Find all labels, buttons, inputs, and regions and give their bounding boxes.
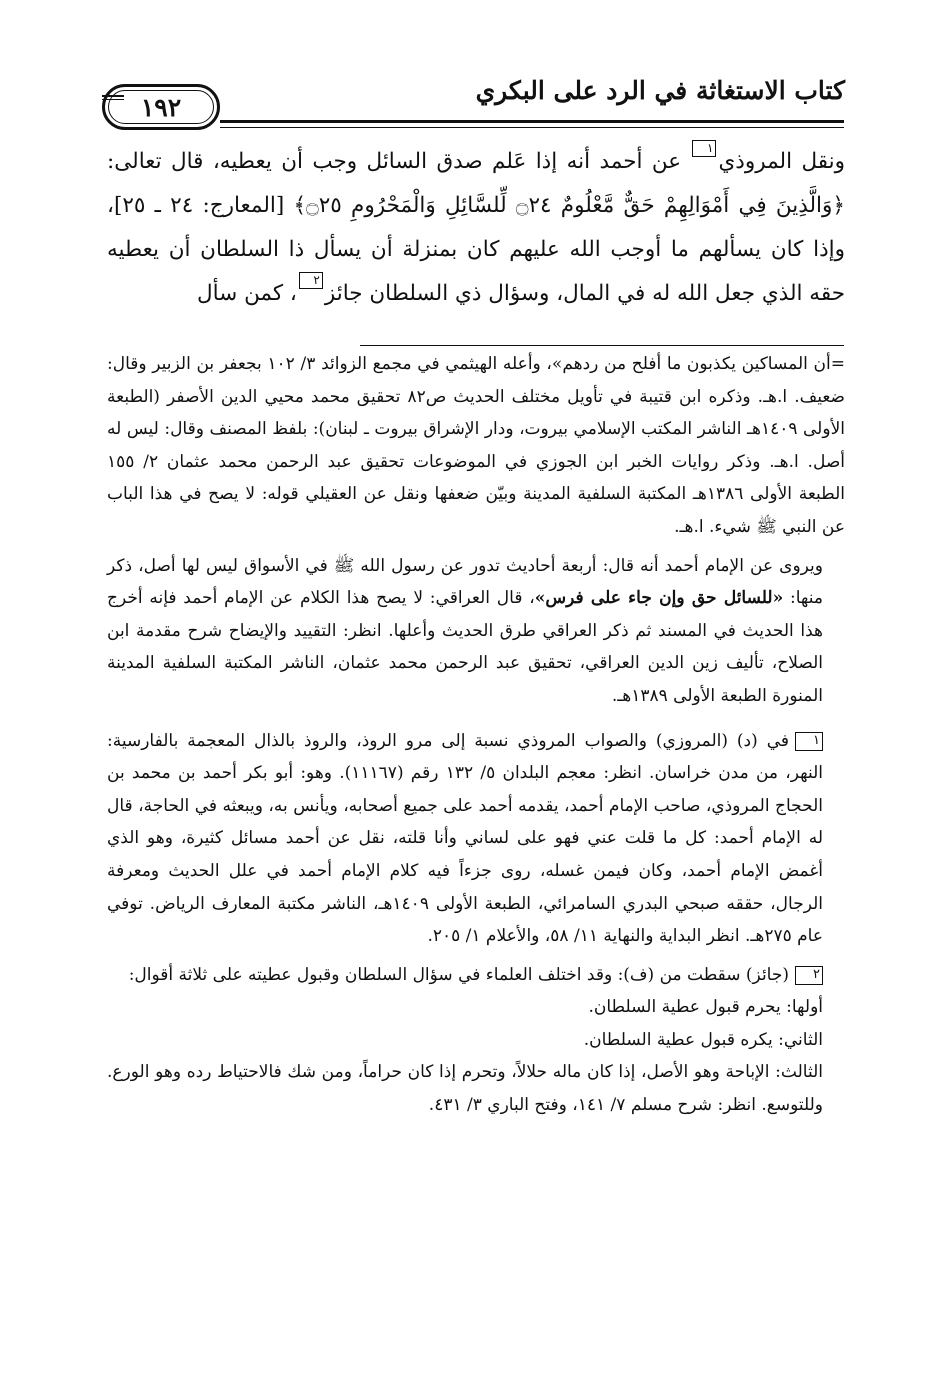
footnote-continued: =أن المساكين يكذبون ما أفلح من ردهم»، وأعله الهيثمي في مجمع الزوائد ٣/ ١٠٢ بجعفر بن الزبير وقال: ضعيف. ا.هـ. وذكره ابن قتيبة في تأويل مختلف الحديث ص٨٢ تحقيق محمد محيي الدين الأصفر (الطبعة الأولى ١٤٠٩هـ الناشر المكتب الإسلامي بيروت، ودار الإشراق بيروت ـ لبنان): بلفظ المصنف وقال: ليس له أصل. ا.هـ. وذكر روايات الخبر ابن الجوزي في الموضوعات تحقيق عبد الرحمن محمد عثمان ٢/ ١٥٥ الطبعة الأولى ١٣٨٦هـ المكتبة السلفية المدينة وبيّن ضعفها ونقل عن العقيلي قوله: لا يصح في هذا الباب عن النبي ﷺ شيء. ا.هـ. xyxy=(107,354,846,537)
footnote-ahmad-part-2: ، قال العراقي: لا يصح هذا الكلام عن الإمام أحمد فإنه أخرج هذا الحديث في المسند ثم ذكر العراقي طرق الحديث وأعلها. انظر: التقييد والإيضاح شرح مقدمة ابن الصلاح، تأليف زين الدين العراقي، تحقيق عبد الرحمن محمد عثمان، الناشر المكتبة السلفية المدينة المنورة الطبعة الأولى ١٣٨٩هـ. xyxy=(107,588,823,706)
footnote-1-text: في (د) (المروزي) والصواب المروذي نسبة إلى مرو الروذ، والروذ بالذال المعجمة بالفارسية: النهر، من مدن خراسان. انظر: معجم البلدان ٥/ ١٣٢ رقم (١١١٦٧). وهو: أبو بكر أحمد بن محمد بن الحجاج المروذي، صاحب الإمام أحمد، يقدمه أحمد على جميع أصحابه، ويأنس به، ويبعثه في الحاجة، قال له الإمام أحمد: كل ما قلت عني فهو على لساني وأنا قلته، نقل عن أحمد مسائل كثيرة، وهو الذي أغمض الإمام أحمد، وكان فيمن غسله، روى جزءاً فيه كلام الإمام أحمد في علل الحديث ومعرفة الرجال، حققه صبحي البدري السامرائي، الطبعة الأولى ١٤٠٩هـ، الناشر مكتبة المعارف الرياض. توفي عام ٢٧٥هـ. انظر البداية والنهاية ١١/ ٥٨، والأعلام ١/ ٢٠٥. xyxy=(107,730,823,947)
opinion-1: أولها: يحرم قبول عطية السلطان. xyxy=(588,997,823,1018)
footnote-2 xyxy=(107,959,845,992)
opinion-2: الثاني: يكره قبول عطية السلطان. xyxy=(583,1029,823,1050)
header-rule-thick-left xyxy=(102,95,124,97)
header-rule-thin-right xyxy=(220,127,844,128)
footnote-ahmad-quote: «للسائل حق وإن جاء على فرس» xyxy=(534,588,784,609)
main-text-part-1: ونقل المروذي xyxy=(718,149,845,174)
page-number: ١٩٢ xyxy=(140,92,182,122)
footnote-2-marker: ٢ xyxy=(795,966,823,985)
main-text xyxy=(107,140,845,316)
main-text-part-3: ، كمن سأل xyxy=(197,281,297,306)
main-text-part-2: عن أحمد أنه إذا عَلم صدق السائل وجب أن يعطيه، قال تعالى: ﴿وَالَّذِينَ فِي أَمْوَالِهِمْ حَقٌّ مَّعْلُومٌ ۝٢٤ لِّلسَّائِلِ وَالْمَحْرُومِ ۝٢٥﴾ [المعارج: ٢٤ ـ ٢٥]، وإذا كان يسألهم ما أوجب الله عليهم كان بمنزلة أن يسأل ذا السلطان أن يعطيه حقه الذي جعل الله له في المال، وسؤال ذي السلطان جائز xyxy=(107,149,845,306)
footnote-2-text: (جائز) سقطت من (ف): وقد اختلف العلماء في سؤال السلطان وقبول عطيته على ثلاثة أقوال: xyxy=(128,964,789,985)
main-paragraph xyxy=(107,140,845,316)
header-rule-thin-left xyxy=(102,99,124,100)
note-reference-1[interactable]: ١ xyxy=(692,140,716,157)
header-rule-thick-right xyxy=(220,120,844,123)
note-reference-2[interactable]: ٢ xyxy=(299,272,323,289)
footnote-1-marker: ١ xyxy=(795,732,823,751)
footnote-1 xyxy=(107,725,845,953)
page-number-badge xyxy=(102,84,220,130)
footnotes xyxy=(107,348,845,1122)
footnote-ahmad-part-1: ويروى عن الإمام أحمد أنه قال: أربعة أحاديث تدور عن رسول الله ﷺ في الأسواق ليس لها أصل، ذكر منها: xyxy=(107,555,823,609)
footnote-ahmad-paragraph xyxy=(107,550,845,713)
book-title: كتاب الاستغاثة في الرد على البكري xyxy=(475,76,845,105)
opinion-3: الثالث: الإباحة وهو الأصل، إذا كان ماله حلالاً، وتحرم إذا كان حراماً، ومن شك فالاحتياط رده وهو الورع. وللتوسع. انظر: شرح مسلم ٧/ ١٤١، وفتح الباري ٣/ ٤٣١. xyxy=(107,1062,823,1116)
footnote-separator xyxy=(360,345,844,346)
